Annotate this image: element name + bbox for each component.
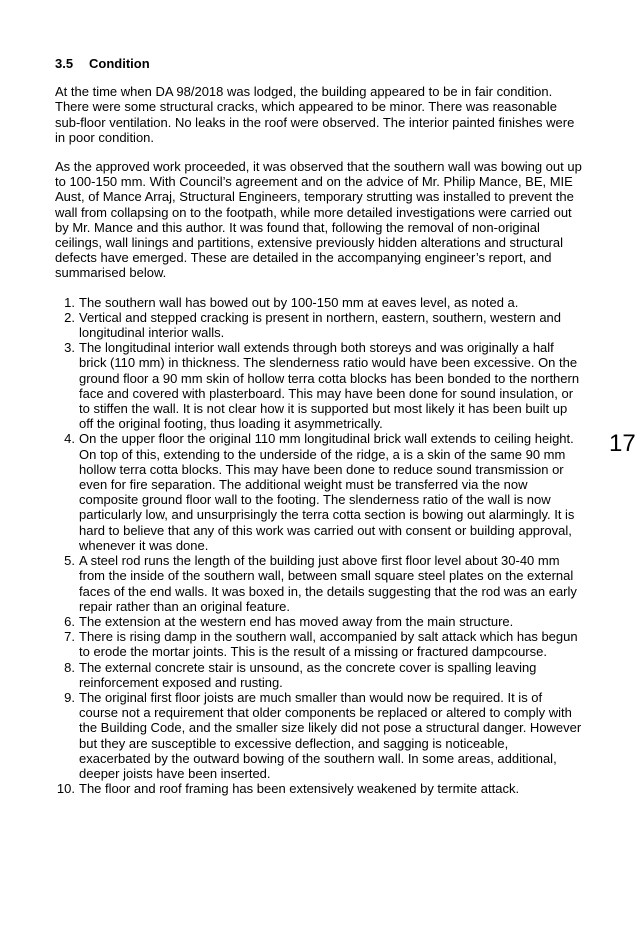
list-item: [55, 690, 583, 781]
section-title: Condition: [89, 56, 150, 71]
paragraph-findings: As the approved work proceeded, it was observed that the southern wall was bowing out up to 100-150 mm. With Council’s agreement and on the advice of Mr. Philip Mance, BE, MIE Aust, of Mance Arraj, Structural Engineers, temporary strutting was installed to prevent the wall from collapsing on to the footpath, while more detailed investigations were carried out by Mr. Mance and this author. It was found that, following the removal of non-original ceilings, wall linings and partitions, extensive previously hidden alterations and structural defects have emerged. These are detailed in the accompanying engineer’s report, and summarised below.: [55, 159, 582, 281]
list-item-number: 8.: [64, 659, 75, 675]
section-number: 3.5: [55, 56, 74, 71]
paragraph-intro: At the time when DA 98/2018 was lodged, the building appeared to be in fair condition. There were some structural cracks, which appeared to be minor. There was reasonable sub-floor ventilation. No leaks in the roof were observed. The interior painted finishes were in poor condition.: [55, 84, 575, 145]
list-item-number: 9.: [64, 689, 75, 705]
list-item-text: The external concrete stair is unsound, as the concrete cover is spalling leaving reinforcement exposed and rusting.: [79, 659, 537, 690]
list-item: [55, 553, 583, 614]
list-item-text: The longitudinal interior wall extends through both storeys and was originally a half brick (110 mm) in thickness. The slenderness ratio would have been excessive. On the ground floor a 90 mm skin of hollow terra cotta blocks has been bonded to the northern face and covered with plasterboard. This may have been done for sound insulation, or to stiffen the wall. It is not clear how it is supported but most likely it has been built up off the original footing, thus loading it asymmetrically.: [79, 340, 580, 432]
list-item-text: The extension at the western end has moved away from the main structure.: [79, 613, 514, 629]
list-item: [55, 295, 583, 310]
list-item-text: The floor and roof framing has been extensively weakened by termite attack.: [79, 781, 520, 797]
list-item-text: A steel rod runs the length of the building just above first floor level about 30-40 mm from the inside of the southern wall, between small square steel plates on the external faces of the end walls. It was boxed in, the details suggesting that the rod was an early repair rather than an original feature.: [79, 553, 577, 614]
list-item-number: 3.: [64, 340, 75, 356]
section-heading: [55, 56, 583, 71]
list-item-number: 10.: [56, 781, 75, 797]
document-body: [55, 56, 583, 796]
list-item-text: Vertical and stepped cracking is present in northern, eastern, southern, western and longitudinal interior walls.: [79, 309, 562, 341]
defects-list: [55, 295, 583, 797]
list-item: [55, 660, 583, 690]
page-number: 17: [609, 430, 636, 457]
list-item: [55, 431, 583, 553]
list-item-number: 1.: [64, 294, 75, 310]
list-item-number: 2.: [64, 309, 75, 325]
list-item-number: 6.: [64, 613, 75, 629]
list-item-number: 5.: [64, 553, 75, 569]
list-item-text: There is rising damp in the southern wall, accompanied by salt attack which has begun to erode the mortar joints. This is the result of a missing or fractured dampcourse.: [79, 629, 578, 660]
list-item-text: The southern wall has bowed out by 100-150 mm at eaves level, as noted a.: [79, 294, 519, 310]
list-item: [55, 310, 583, 340]
list-item: [55, 629, 583, 659]
list-item: [55, 614, 583, 629]
list-item: [55, 340, 583, 431]
list-item-text: The original first floor joists are much smaller than would now be required. It is of course not a requirement that older components be replaced or altered to comply with the Building Code, and the smaller size likely did not pose a structural danger. However but they are susceptible to excessive deflection, and sagging is noticeable, exacerbated by the outward bowing of the southern wall. In some areas, additional, deeper joists have been inserted.: [79, 689, 582, 781]
list-item-number: 7.: [64, 629, 75, 645]
list-item-text: On the upper floor the original 110 mm longitudinal brick wall extends to ceiling height. On top of this, extending to the underside of the ridge, a is a skin of the same 90 mm hollow terra cotta blocks. This may have been done to reduce sound transmission or even for fire separation. The additional weight must be transferred via the now composite ground floor wall to the footing. The slenderness ratio of the wall is now particularly low, and unsurprisingly the terra cotta section is bowing out alarmingly. It is hard to believe that any of this work was carried out with consent or building approval, whenever it was done.: [79, 431, 575, 553]
list-item: [55, 781, 583, 796]
list-item-number: 4.: [64, 431, 75, 447]
